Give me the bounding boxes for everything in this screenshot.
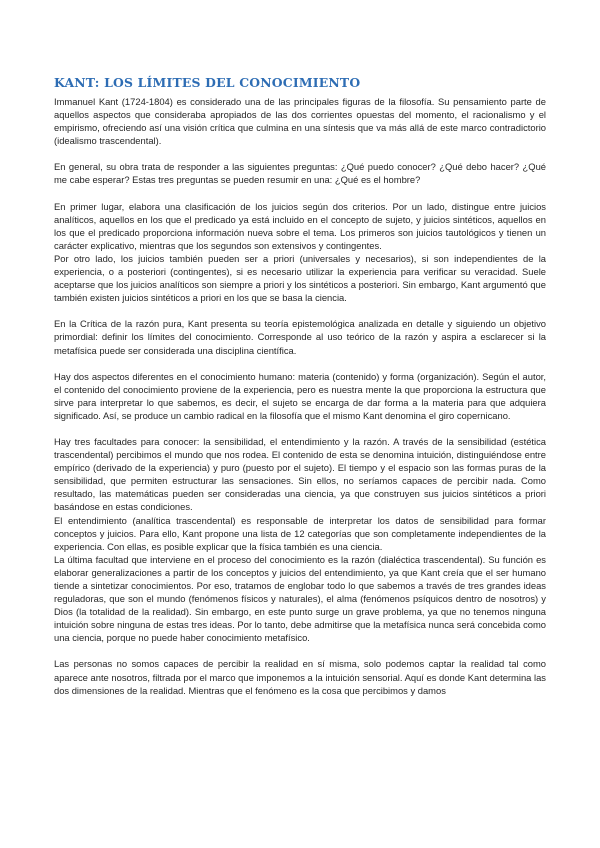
paragraph-questions: En general, su obra trata de responder a las siguientes preguntas: ¿Qué puedo conocer? ¿Qué debo hacer? ¿Qué me cabe esperar? Estas tres preguntas se pueden resumir en una: ¿Qué es el hombre?	[54, 161, 546, 186]
paragraph-reason: La última facultad que interviene en el proceso del conocimiento es la razón (dialéctica trascendental). Su función es elaborar generalizaciones a partir de los conceptos y juicios del entendimiento, ya que Kant creía que el ser humano tiende a sintetizar conocimientos. Por eso, tratamos de englobar todo lo que sabemos a través de tres grandes ideas reguladoras, que son el mundo (fenómenos físicos y naturales), el alma (fenómenos psíquicos dentro de nosotros) y Dios (la totalidad de la realidad). Sin embargo, en este punto surge un grave problema, ya que no tenemos ninguna intuición sobre ninguna de estas tres ideas. Por lo tanto, debe admitirse que la metafísica nunca será concebida como una ciencia, porque no puede haber conocimiento metafísico.	[54, 553, 546, 644]
paragraph-phenomenon: Las personas no somos capaces de percibir la realidad en sí misma, solo podemos captar la realidad tal como aparece ante nosotros, filtrada por el marco que imponemos a la intuición sensorial. Aquí es donde Kant determina las dos dimensiones de la realidad. Mientras que el fenómeno es la cosa que percibimos y damos	[54, 658, 546, 696]
paragraph-judgments-2: Por otro lado, los juicios también pueden ser a priori (universales y necesarios), si son independientes de la experiencia, o a posteriori (contingentes), si es necesario utilizar la experiencia para verificar su veracidad. Suele aceptarse que los juicios analíticos son siempre a priori y los sintéticos a posteriori. Sin embargo, Kant argumentó que también existen juicios sintéticos a priori en los que se basa la ciencia.	[54, 252, 546, 304]
paragraph-intro: Immanuel Kant (1724-1804) es considerado una de las principales figuras de la filosofía. Su pensamiento parte de aquellos aspectos que consideraba apropiados de las dos corrientes opuestas del momento, el racionalismo y el empirismo, ofreciendo así una visión crítica que culmina en una síntesis que va más allá de este marco contradictorio (idealismo trascendental).	[54, 96, 546, 147]
paragraph-sensibility: Hay tres facultades para conocer: la sensibilidad, el entendimiento y la razón. A través de la sensibilidad (estética trascendental) percibimos el mundo que nos rodea. El contenido de esta se denomina intuición, distinguiéndose entre empírico (derivado de la experiencia) y puro (puesto por el sujeto). El tiempo y el espacio son las formas puras de la sensibilidad, que permiten estructurar las sensaciones. Sin ellos, no seríamos capaces de percibir nada. Como resultado, las matemáticas pueden ser consideradas una ciencia, ya que construyen sus juicios sintéticos a priori basándose en estas condiciones.	[54, 435, 546, 513]
paragraph-understanding: El entendimiento (analítica trascendental) es responsable de interpretar los datos de sensibilidad para formar conceptos y juicios. Para ello, Kant propone una lista de 12 categorías que son completamente independientes de la experiencia. Con ellas, es posible explicar que la física también es una ciencia.	[54, 514, 546, 552]
page-title: KANT: LOS LÍMITES DEL CONOCIMIENTO	[54, 75, 361, 90]
paragraph-critique: En la Crítica de la razón pura, Kant presenta su teoría epistemológica analizada en detalle y siguiendo un objetivo primordial: definir los límites del conocimiento. Corresponde al uso teórico de la razón y aspira a esclarecer si la metafísica puede ser considerada una disciplina científica.	[54, 318, 546, 356]
paragraph-matter-form: Hay dos aspectos diferentes en el conocimiento humano: materia (contenido) y forma (organización). Según el autor, el contenido del conocimiento proviene de la experiencia, pero es nuestra mente la que proporciona la estructura que sirve para interpretar lo que sabemos, es decir, el sujeto se encarga de dar forma a la materia para que adquiera significado. Así, se produce un cambio radical en la filosofía que el mismo Kant denomina el giro copernicano.	[54, 370, 546, 421]
paragraph-judgments-1: En primer lugar, elabora una clasificación de los juicios según dos criterios. Por un lado, distingue entre juicios analíticos, aquellos en los que el predicado ya está incluido en el concepto de sujeto, y juicios sintéticos, aquellos en los que el predicado proporciona información nueva sobre el tema. Los primeros son juicios tautológicos y tienen un carácter explicativo, mientras que los segundos son extensivos y contingentes.	[54, 200, 546, 251]
